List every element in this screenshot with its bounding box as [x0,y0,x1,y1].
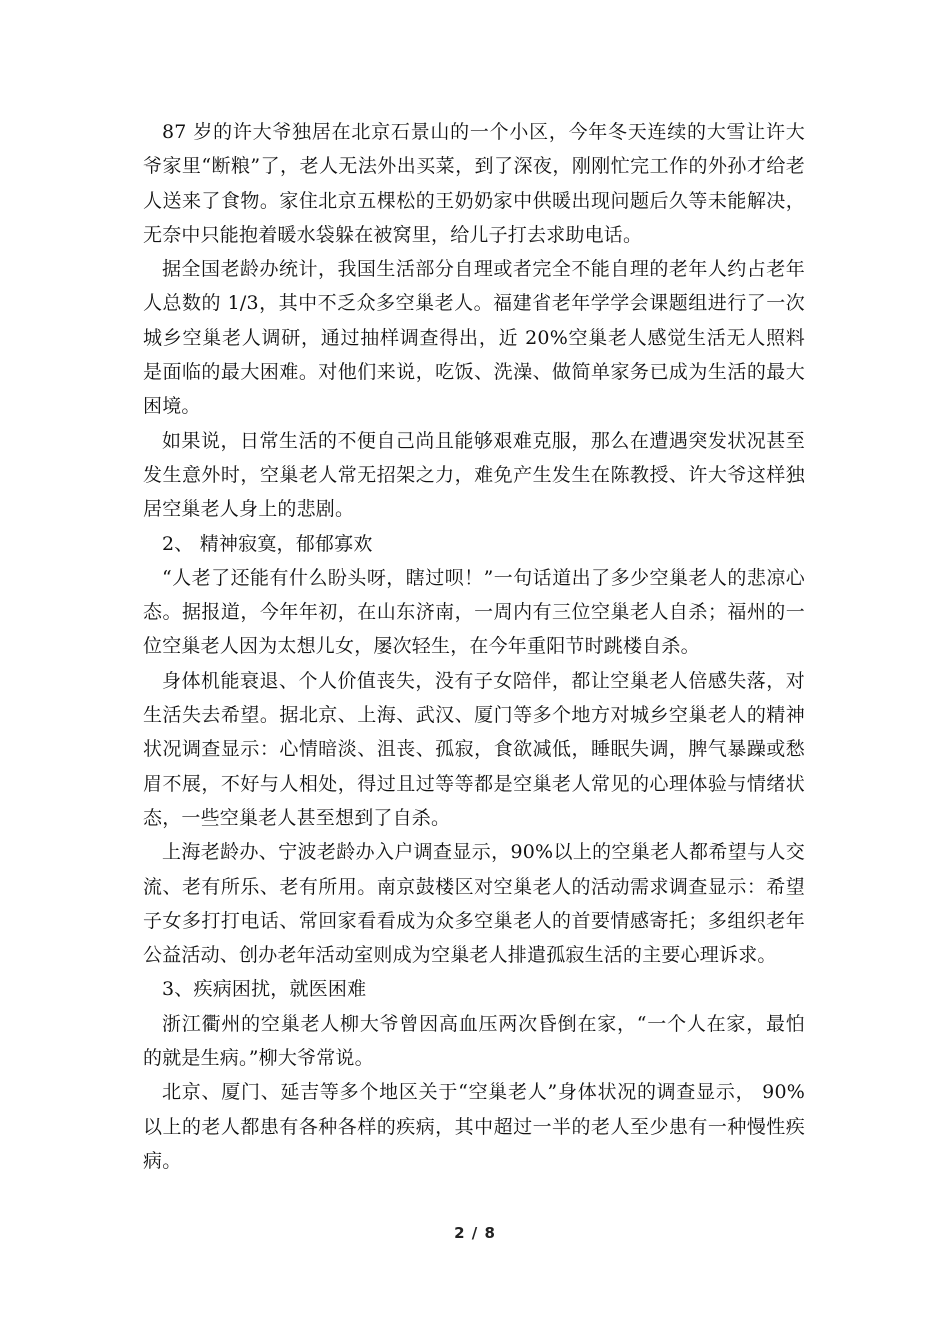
document-body [143,115,805,1178]
paragraph-mental-state: 身体机能衰退、个人价值丧失，没有子女陪伴，都让空巢老人倍感失落，对生活失去希望。据北京、上海、武汉、厦门等多个地方对城乡空巢老人的精神状况调查显示：心情暗淡、沮丧、孤寂，食欲减低，睡眠失调，脾气暴躁或愁眉不展，不好与人相处，得过且过等等都是空巢老人常见的心理体验与情绪状态，一些空巢老人甚至想到了自杀。 [143,669,805,829]
paragraph-health-survey: 北京、厦门、延吉等多个地区关于“空巢老人”身体状况的调查显示， 90%以上的老人都患有各种各样的疾病，其中超过一半的老人至少患有一种慢性疾病。 [143,1081,805,1172]
paragraph-emergency: 如果说，日常生活的不便自己尚且能够艰难克服，那么在遭遇突发状况甚至发生意外时，空巢老人常无招架之力，难免产生发生在陈教授、许大爷这样独居空巢老人身上的悲剧。 [143,429,805,521]
section-heading-illness: 3、疾病困扰，就医困难 [162,978,367,1001]
paragraph-statistics: 据全国老龄办统计，我国生活部分自理或者完全不能自理的老年人约占老年人总数的 1/3，其中不乏众多空巢老人。福建省老年学学会课题组进行了一次城乡空巢老人调研，通过抽样调查得出，近 20%空巢老人感觉生活无人照料是面临的最大困难。对他们来说，吃饭、洗澡、做简单家务已成为生活的最大困境。 [143,258,805,418]
paragraph-xu-daye: 87 岁的许大爷独居在北京石景山的一个小区，今年冬天连续的大雪让许大爷家里“断粮”了，老人无法外出买菜，到了深夜，刚刚忙完工作的外孙才给老人送来了食物。家住北京五棵松的王奶奶家中供暖出现问题后久等未能解决，无奈中只能抱着暖水袋躲在被窝里，给儿子打去求助电话。 [143,121,805,246]
section-heading-loneliness: 2、 精神寂寞，郁郁寡欢 [162,532,373,555]
paragraph-liu-daye: 浙江衢州的空巢老人柳大爷曾因高血压两次昏倒在家，“一个人在家，最怕的就是生病。”柳大爷常说。 [143,1012,805,1070]
paragraph-suicide-reports: “人老了还能有什么盼头呀，瞎过呗！”一句话道出了多少空巢老人的悲凉心态。据报道，今年年初，在山东济南，一周内有三位空巢老人自杀；福州的一位空巢老人因为太想儿女，屡次轻生，在今年重阳节时跳楼自杀。 [143,566,805,658]
paragraph-survey-needs: 上海老龄办、宁波老龄办入户调查显示，90%以上的空巢老人都希望与人交流、老有所乐、老有所用。南京鼓楼区对空巢老人的活动需求调查显示：希望子女多打打电话、常回家看看成为众多空巢老人的首要情感寄托；多组织老年公益活动、创办老年活动室则成为空巢老人排遣孤寂生活的主要心理诉求。 [143,841,805,967]
page-number: 2 / 8 [454,1224,496,1242]
